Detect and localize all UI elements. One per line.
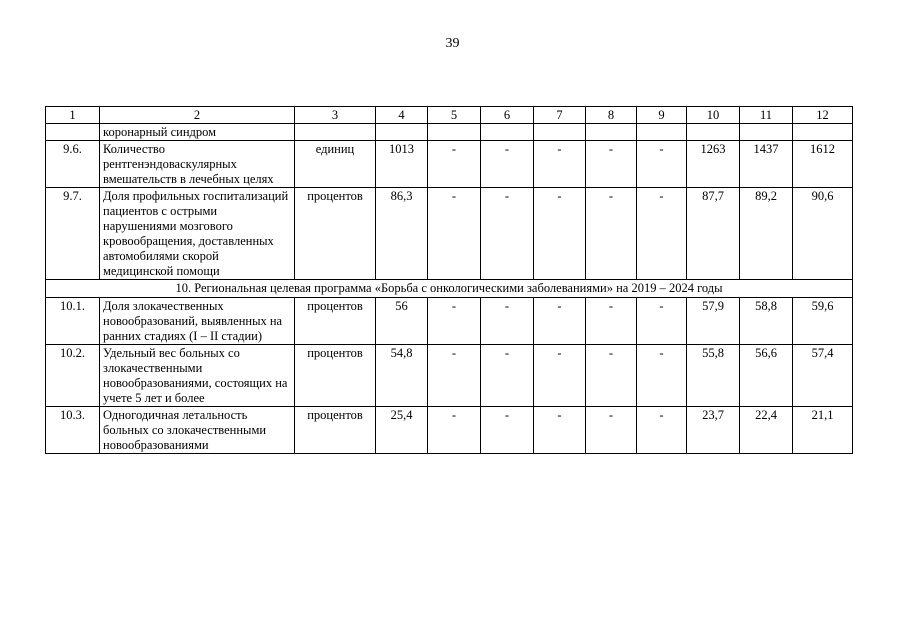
row-number: 10.2. [46, 345, 100, 407]
continuation-row [46, 124, 853, 141]
table-row [46, 188, 853, 280]
value-cell: 58,8 [740, 298, 793, 345]
value-cell: - [586, 141, 637, 188]
value-cell: 1263 [687, 141, 740, 188]
header-cell: 12 [793, 107, 853, 124]
page-number: 39 [445, 36, 460, 51]
value-cell: 55,8 [687, 345, 740, 407]
unit: процентов [295, 345, 376, 407]
value-cell: 56 [376, 298, 428, 345]
header-cell: 7 [534, 107, 586, 124]
header-cell: 6 [481, 107, 534, 124]
value-cell: - [481, 345, 534, 407]
value-cell: - [428, 141, 481, 188]
value-cell: - [481, 188, 534, 280]
value-cell: - [481, 298, 534, 345]
header-cell: 8 [586, 107, 637, 124]
value-cell: - [534, 298, 586, 345]
header-cell: 9 [637, 107, 687, 124]
value-cell: - [637, 188, 687, 280]
row-number: 9.6. [46, 141, 100, 188]
value-cell: - [428, 298, 481, 345]
value-cell: 23,7 [687, 407, 740, 454]
value-cell: 57,9 [687, 298, 740, 345]
value-cell: - [586, 345, 637, 407]
value-cell: 57,4 [793, 345, 853, 407]
value-cell: 87,7 [687, 188, 740, 280]
value-cell: - [534, 345, 586, 407]
value-cell: - [428, 188, 481, 280]
header-cell: 3 [295, 107, 376, 124]
table-row [46, 407, 853, 454]
value-cell: 22,4 [740, 407, 793, 454]
value-cell: - [586, 407, 637, 454]
row-number: 9.7. [46, 188, 100, 280]
value-cell: 89,2 [740, 188, 793, 280]
header-cell: 5 [428, 107, 481, 124]
table-row [46, 298, 853, 345]
row-number: 10.1. [46, 298, 100, 345]
value-cell: - [481, 407, 534, 454]
value-cell: 86,3 [376, 188, 428, 280]
value-cell: - [534, 407, 586, 454]
value-cell: - [428, 407, 481, 454]
header-cell: 10 [687, 107, 740, 124]
indicator-name: Удельный вес больных со злокачественными новообразованиями, состоящих на учете 5 лет и более [100, 345, 295, 407]
section-heading-row [46, 280, 853, 298]
value-cell: 1013 [376, 141, 428, 188]
value-cell: - [637, 345, 687, 407]
table-row [46, 141, 853, 188]
indicators-table [45, 106, 853, 454]
value-cell: - [586, 188, 637, 280]
unit: единиц [295, 141, 376, 188]
header-row [46, 107, 853, 124]
value-cell: 1437 [740, 141, 793, 188]
indicator-name-continuation: коронарный синдром [100, 124, 295, 141]
value-cell: - [637, 141, 687, 188]
value-cell: 90,6 [793, 188, 853, 280]
indicator-name: Доля злокачественных новообразований, выявленных на ранних стадиях (I – II стадии) [100, 298, 295, 345]
indicator-name: Одногодичная летальность больных со злокачественными новообразованиями [100, 407, 295, 454]
section-heading: 10. Региональная целевая программа «Борьба с онкологическими заболеваниями» на 2019 – 2024 годы [46, 280, 853, 298]
value-cell: 25,4 [376, 407, 428, 454]
value-cell: - [428, 345, 481, 407]
unit: процентов [295, 407, 376, 454]
value-cell: - [534, 141, 586, 188]
indicator-name: Доля профильных госпитализаций пациентов с острыми нарушениями мозгового кровообращения, доставленных автомобилями скорой медицинской помощи [100, 188, 295, 280]
value-cell: 56,6 [740, 345, 793, 407]
row-number: 10.3. [46, 407, 100, 454]
unit: процентов [295, 188, 376, 280]
value-cell: - [586, 298, 637, 345]
header-cell: 2 [100, 107, 295, 124]
indicator-name: Количество рентгенэндоваскулярных вмешательств в лечебных целях [100, 141, 295, 188]
value-cell: - [637, 298, 687, 345]
value-cell: 59,6 [793, 298, 853, 345]
header-cell: 11 [740, 107, 793, 124]
header-cell: 4 [376, 107, 428, 124]
value-cell: 54,8 [376, 345, 428, 407]
value-cell: 21,1 [793, 407, 853, 454]
value-cell: 1612 [793, 141, 853, 188]
unit: процентов [295, 298, 376, 345]
value-cell: - [534, 188, 586, 280]
table-row [46, 345, 853, 407]
header-cell: 1 [46, 107, 100, 124]
value-cell: - [481, 141, 534, 188]
value-cell: - [637, 407, 687, 454]
